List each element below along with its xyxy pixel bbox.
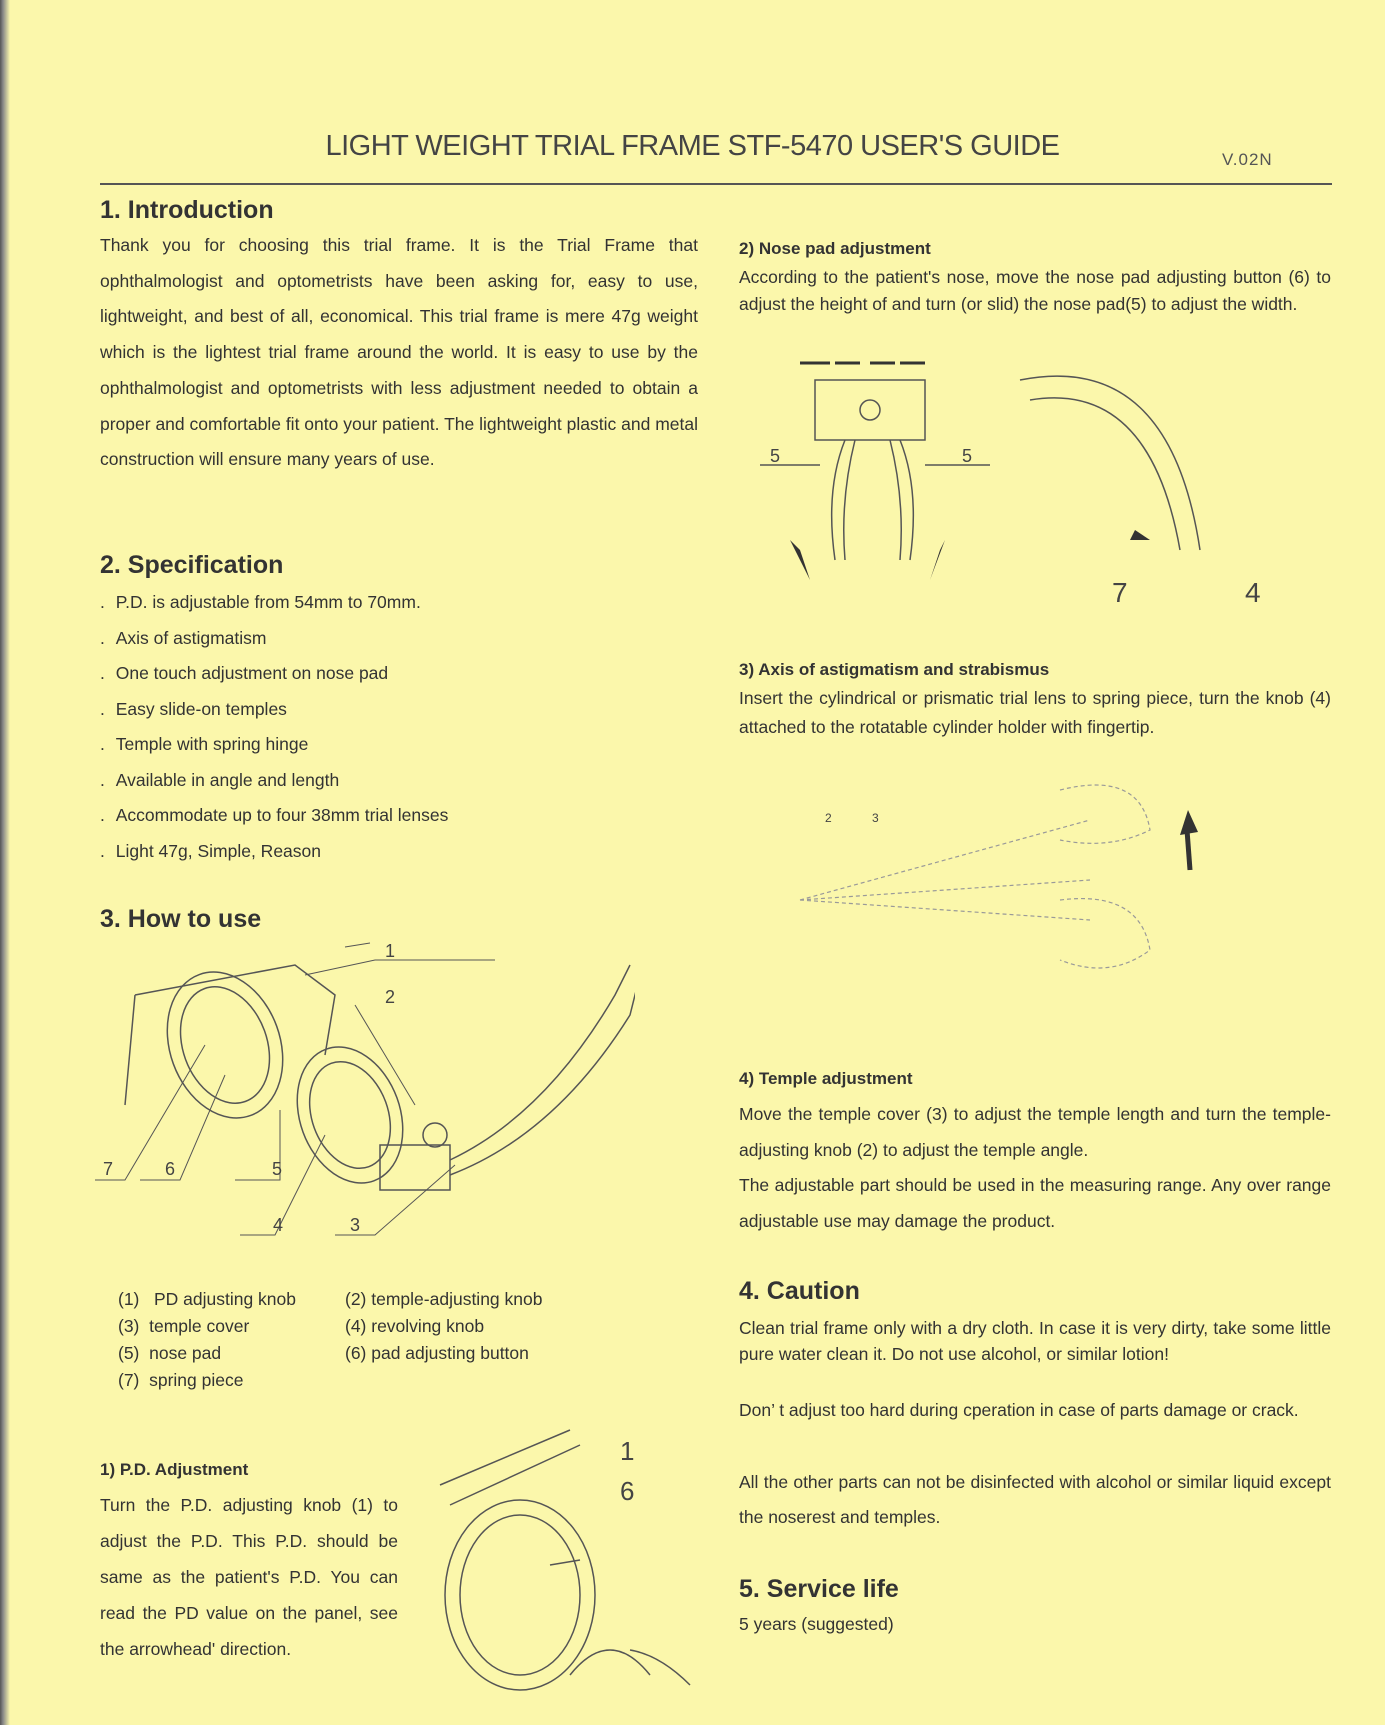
caution-paragraph-2: Don’ t adjust too hard during cperation in case of parts damage or crack. [739,1400,1299,1420]
part-label: (7) spring piece [118,1370,244,1390]
part-label: (1) PD adjusting knob [118,1289,297,1309]
part-label: (4) revolving knob [345,1316,485,1336]
intro-heading: 1. Introduction [100,196,274,224]
spec-item: . Accommodate up to four 38mm trial lenses [100,798,448,834]
spec-item: . Available in angle and length [100,763,448,799]
temple-text [739,1097,1331,1239]
spec-item: . Axis of astigmatism [100,621,448,657]
service-heading: 5. Service life [739,1575,899,1603]
spec-item: . P.D. is adjustable from 54mm to 70mm. [100,585,448,621]
callout-5-left: 5 [770,446,781,466]
temple-paragraph-1: Move the temple cover (3) to adjust the temple length and turn the temple-adjusting knob (2) to adjust the temple angle. [739,1104,1331,1160]
callout-5: 5 [272,1159,283,1179]
caution-paragraph-1: Clean trial frame only with a dry cloth. In case it is very dirty, take some little pure water clean it. Do not use alcohol, or similar lotion! [739,1318,1331,1364]
parts-col-1 [118,1286,383,1394]
callout-6: 6 [165,1159,176,1179]
version-label: V.02N [1222,150,1273,169]
howto-heading: 3. How to use [100,905,262,933]
callout-4: 4 [1245,577,1261,608]
part-label: (5) nose pad [118,1343,222,1363]
service-text: 5 years (suggested) [739,1614,894,1634]
spec-item: . Easy slide-on temples [100,692,448,728]
spec-list [100,585,448,869]
spec-heading: 2. Specification [100,551,284,579]
pd-knob-diagram [430,1425,710,1695]
axis-diagram [760,770,1210,1000]
spec-item: . Light 47g, Simple, Reason [100,834,448,870]
pd-heading: 1) P.D. Adjustment [100,1460,249,1479]
caution-heading: 4. Caution [739,1277,860,1305]
parts-col-2 [345,1286,645,1367]
nose-pad-diagram [750,350,1290,610]
axis-text: Insert the cylindrical or prismatic trial lens to spring piece, turn the knob (4) attached to the rotatable cylinder holder with fingertip. [739,688,1331,737]
callout-7: 7 [1112,577,1128,608]
nose-text: According to the patient's nose, move the nose pad adjusting button (6) to adjust the height of and turn (or slid) the nose pad(5) to adjust the width. [739,267,1331,314]
callout-2: 2 [825,811,832,825]
part-label: (6) pad adjusting button [345,1343,529,1363]
trial-frame-diagram [95,935,635,1255]
callout-1: 1 [385,941,396,961]
callout-1: 1 [620,1436,635,1466]
caution-paragraph-3: All the other parts can not be disinfected with alcohol or similar liquid except the noserest and temples. [739,1472,1331,1527]
callout-5-right: 5 [962,446,973,466]
callout-2: 2 [385,987,396,1007]
spec-item: . Temple with spring hinge [100,727,448,763]
title-divider [100,183,1332,185]
temple-heading: 4) Temple adjustment [739,1069,913,1088]
callout-3: 3 [872,811,879,825]
pd-text: Turn the P.D. adjusting knob (1) to adjust the P.D. This P.D. should be same as the patient's P.D. You can read the PD value on the panel, see the arrowhead' direction. [100,1495,398,1659]
callout-3: 3 [350,1215,361,1235]
axis-heading: 3) Axis of astigmatism and strabismus [739,660,1050,679]
callout-4: 4 [273,1215,284,1235]
spec-item: . One touch adjustment on nose pad [100,656,448,692]
temple-paragraph-2: The adjustable part should be used in the measuring range. Any over range adjustable use may damage the product. [739,1175,1331,1231]
callout-7: 7 [103,1159,114,1179]
intro-text: Thank you for choosing this trial frame. It is the Trial Frame that ophthalmologist and optometrists have been asking for, easy to use, lightweight, and best of all, economical. This trial frame is mere 47g weight which is the lightest trial frame around the world. It is easy to use by the ophthalmologist and optometrists with less adjustment needed to obtain a proper and comfortable fit onto your patient. The lightweight plastic and metal construction will ensure many years of use. [100,235,698,470]
document-title: LIGHT WEIGHT TRIAL FRAME STF-5470 USER'S GUIDE [325,130,1060,162]
part-label: (3) temple cover [118,1316,250,1336]
nose-heading: 2) Nose pad adjustment [739,239,931,258]
part-label: (2) temple-adjusting knob [345,1289,543,1309]
callout-6: 6 [620,1476,635,1506]
